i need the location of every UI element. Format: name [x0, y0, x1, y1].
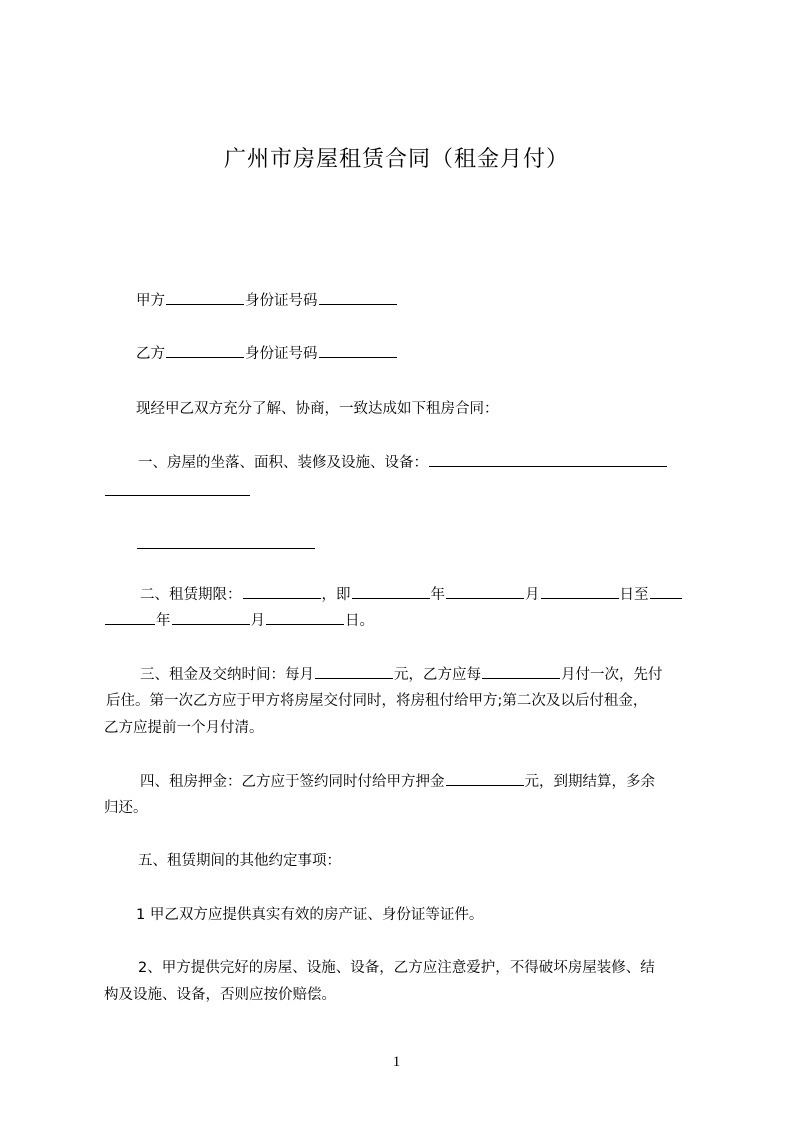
clause-1-blank-b[interactable] — [105, 481, 250, 496]
start-year-blank[interactable] — [352, 584, 430, 599]
end-year-blank-b[interactable] — [105, 610, 155, 625]
clause-2-day-to: 日至 — [619, 587, 649, 603]
clause-3-line-2: 后住。第一次乙方应于甲方将房屋交付同时，将房租付给甲方;第二次及以后付租金， — [106, 693, 648, 709]
clause-2-year-2: 年 — [156, 613, 171, 629]
clause-5-heading: 五、租赁期间的其他约定事项： — [138, 853, 341, 869]
party-b-name-blank[interactable] — [166, 343, 244, 358]
monthly-rent-blank[interactable] — [315, 664, 393, 679]
start-month-blank[interactable] — [446, 584, 524, 599]
party-b-label: 乙方 — [136, 346, 165, 362]
clause-1-line-3 — [136, 530, 736, 560]
party-a-line — [136, 286, 736, 316]
clause-5-item-2-line-2: 构及设施、设备，否则应按价赔偿。 — [104, 987, 336, 1003]
end-month-blank[interactable] — [172, 610, 250, 625]
intro-paragraph: 现经甲乙双方充分了解、协商，一致达成如下租房合同： — [136, 401, 499, 417]
party-a-id-label: 身份证号码 — [245, 293, 318, 309]
clause-2-ji: ，即 — [321, 587, 351, 603]
party-a-id-blank[interactable] — [319, 290, 397, 305]
clause-2-month: 月 — [525, 587, 540, 603]
party-b-line — [136, 339, 736, 369]
party-b-id-label: 身份证号码 — [245, 346, 318, 362]
party-a-label: 甲方 — [136, 293, 165, 309]
clause-5-item-1: 1 甲乙双方应提供真实有效的房产证、身份证等证件。 — [136, 907, 484, 923]
end-day-blank[interactable] — [266, 610, 344, 625]
page-number: 1 — [392, 1054, 401, 1070]
end-year-blank-a[interactable] — [650, 584, 682, 599]
clause-3-label: 三、租金及交纳时间：每月 — [140, 667, 314, 683]
clause-4-tail: 元，到期结算，多余 — [524, 774, 655, 790]
clause-4-label: 四、租房押金：乙方应于签约同时付给甲方押金 — [140, 774, 445, 790]
clause-1-text: 一、房屋的坐落、面积、装修及设施、设备： — [138, 455, 428, 471]
payment-interval-blank[interactable] — [482, 664, 560, 679]
deposit-blank[interactable] — [446, 771, 524, 786]
party-a-name-blank[interactable] — [166, 290, 244, 305]
clause-4-line-2: 归还。 — [104, 800, 148, 816]
clause-3-yuan: 元，乙方应每 — [394, 667, 481, 683]
clause-2-year: 年 — [430, 587, 445, 603]
clause-2-month-2: 月 — [250, 613, 265, 629]
start-day-blank[interactable] — [541, 584, 619, 599]
clause-5-item-2-line-1: 2、甲方提供完好的房屋、设施、设备，乙方应注意爱护，不得破坏房屋装修、结 — [138, 960, 655, 976]
clause-3-line-3: 乙方应提前一个月付清。 — [104, 720, 264, 736]
clause-1-blank-a[interactable] — [429, 452, 667, 467]
clause-2-label: 二、租赁期限： — [140, 587, 242, 603]
clause-2-day-end: 日。 — [345, 613, 374, 629]
clause-1-blank-c[interactable] — [137, 534, 315, 549]
clause-1-line-1 — [138, 448, 738, 478]
document-title: 广州市房屋租赁合同（租金月付） — [223, 147, 569, 172]
party-b-id-blank[interactable] — [319, 343, 397, 358]
clause-3-tail: 月付一次，先付 — [561, 667, 663, 683]
clause-1-line-2 — [104, 477, 704, 507]
clause-2-line-2 — [104, 606, 704, 636]
lease-duration-blank[interactable] — [243, 584, 321, 599]
